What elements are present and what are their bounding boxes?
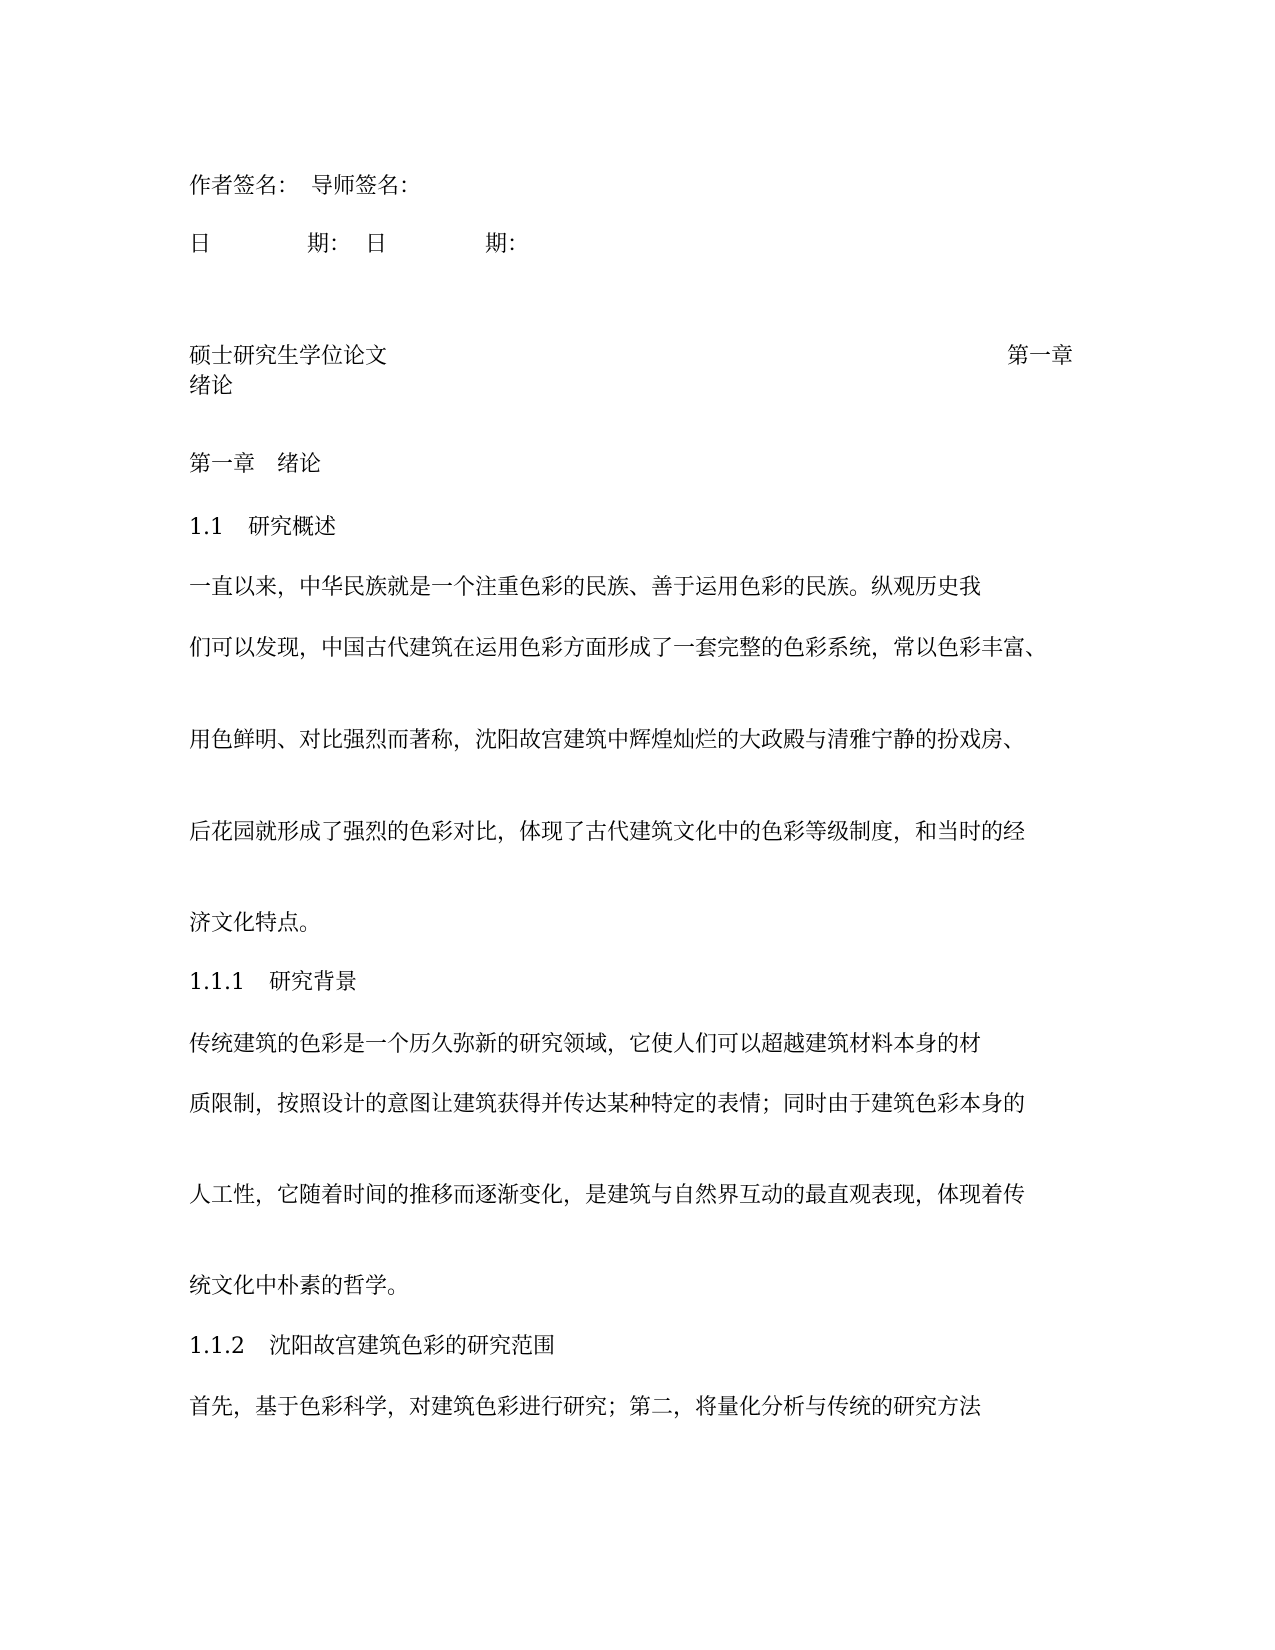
section-heading-1-1-1 bbox=[189, 968, 357, 998]
section-heading-1-1-2 bbox=[189, 1332, 555, 1362]
paragraph-line: 首先，基于色彩科学，对建筑色彩进行研究；第二，将量化分析与传统的研究方法 bbox=[189, 1395, 982, 1420]
section-number: 1.1 bbox=[189, 515, 224, 540]
section-title: 研究背景 bbox=[268, 970, 357, 995]
paragraph-line: 用色鲜明、对比强烈而著称，沈阳故宫建筑中辉煌灿烂的大政殿与清雅宁静的扮戏房、 bbox=[189, 728, 1026, 753]
paragraph-line: 传统建筑的色彩是一个历久弥新的研究领域，它使人们可以超越建筑材料本身的材 bbox=[189, 1032, 982, 1057]
section-number: 1.1.1 bbox=[189, 970, 245, 995]
author-date-char-2: 期： bbox=[307, 232, 352, 257]
date-line bbox=[189, 230, 529, 260]
running-header-wrap: 绪论 bbox=[189, 374, 234, 399]
paragraph-line: 一直以来，中华民族就是一个注重色彩的民族、善于运用色彩的民族。纵观历史我 bbox=[189, 575, 982, 600]
paragraph-line: 人工性，它随着时间的推移而逐渐变化，是建筑与自然界互动的最直观表现，体现着传 bbox=[189, 1183, 1026, 1208]
chapter-heading bbox=[189, 450, 321, 480]
running-header-left: 硕士研究生学位论文 bbox=[189, 344, 388, 369]
paragraph-line: 们可以发现，中国古代建筑在运用色彩方面形成了一套完整的色彩系统，常以色彩丰富、 bbox=[189, 636, 1048, 661]
chapter-title: 绪论 bbox=[277, 452, 322, 477]
paragraph-line: 后花园就形成了强烈的色彩对比，体现了古代建筑文化中的色彩等级制度，和当时的经 bbox=[189, 820, 1026, 845]
author-date-char-1: 日 bbox=[189, 232, 212, 257]
section-title: 沈阳故宫建筑色彩的研究范围 bbox=[268, 1334, 555, 1359]
paragraph-line: 统文化中朴素的哲学。 bbox=[189, 1274, 410, 1299]
running-header-right: 第一章 bbox=[1007, 344, 1074, 369]
paragraph-line: 质限制，按照设计的意图让建筑获得并传达某种特定的表情；同时由于建筑色彩本身的 bbox=[189, 1092, 1026, 1117]
signature-line bbox=[189, 172, 421, 202]
section-heading-1-1 bbox=[189, 513, 336, 543]
section-title: 研究概述 bbox=[248, 515, 337, 540]
author-signature-label: 作者签名： bbox=[189, 174, 300, 199]
advisor-date-char-1: 日 bbox=[365, 232, 388, 257]
advisor-date-char-2: 期： bbox=[485, 232, 530, 257]
paragraph-line: 济文化特点。 bbox=[189, 911, 322, 936]
section-number: 1.1.2 bbox=[189, 1334, 245, 1359]
chapter-number: 第一章 bbox=[189, 452, 256, 477]
advisor-signature-label: 导师签名： bbox=[311, 174, 422, 199]
